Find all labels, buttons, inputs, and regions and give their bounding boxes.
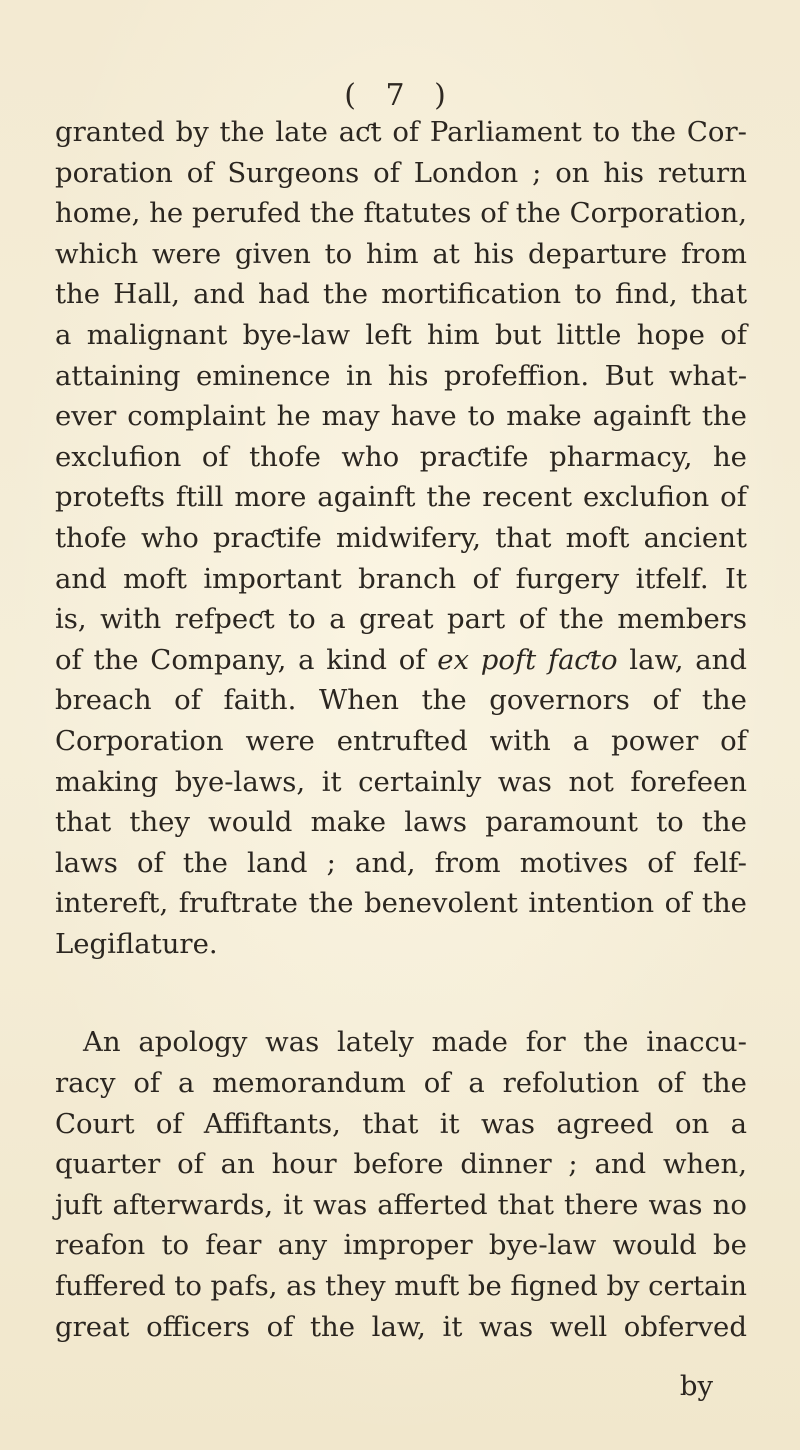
text-line: a malignant bye-law left him but little hope of: [55, 318, 747, 351]
text-line: fuffered to pafs, as they muft be figned by certain: [55, 1270, 747, 1303]
text-line: exclufion of thofe who praƈtife pharmacy, he: [55, 440, 747, 473]
text-line: juft afterwards, it was afferted that there was no: [55, 1188, 747, 1221]
text-line: which were given to him at his departure from: [55, 237, 747, 270]
text-line-with-italic: of the Company, a kind of ex poft faƈto law, and: [55, 643, 747, 676]
text-line: granted by the late aƈt of Parliament to the Cor-: [55, 116, 747, 148]
text-line: Corporation were entrufted with a power of: [55, 724, 747, 757]
paragraph-gap: [55, 964, 747, 1022]
text-line: home, he perufed the ftatutes of the Corporation,: [55, 197, 747, 230]
catchword: by: [679, 1370, 713, 1402]
text-line: and moft important branch of furgery itfelf. It: [55, 562, 747, 595]
text-line: breach of faith. When the governors of the: [55, 684, 747, 717]
text-line: protefts ftill more againft the recent exclufion of: [55, 481, 747, 514]
text-line: making bye-laws, it certainly was not forefeen: [55, 765, 747, 798]
text-line: the Hall, and had the mortification to find, that: [55, 278, 747, 311]
text-line: laws of the land ; and, from motives of felf-: [55, 846, 747, 879]
text-line: ever complaint he may have to make againft the: [55, 400, 747, 433]
text-line: attaining eminence in his profeffion. But what-: [55, 359, 747, 392]
text-line: Court of Affiftants, that it was agreed on a: [55, 1107, 747, 1140]
text-line: racy of a memorandum of a refolution of the: [55, 1067, 747, 1100]
text-line: quarter of an hour before dinner ; and when,: [55, 1148, 747, 1181]
page-number: ( 7 ): [344, 78, 456, 113]
text-line: thofe who praƈtife midwifery, that moft ancient: [55, 521, 747, 554]
text-line: reafon to fear any improper bye-law would be: [55, 1229, 747, 1262]
text-line: poration of Surgeons of London ; on his return: [55, 156, 747, 189]
text-line: is, with refpeƈt to a great part of the members: [55, 603, 747, 636]
body-text: [55, 112, 747, 1347]
text-line: intereft, fruftrate the benevolent intention of the: [55, 887, 747, 920]
text-line: that they would make laws paramount to the: [55, 806, 747, 839]
text-line: Legiflature.: [55, 927, 218, 960]
text-line: great officers of the law, it was well obferved: [55, 1310, 747, 1343]
text-line: An apology was lately made for the inaccu-: [83, 1026, 747, 1059]
